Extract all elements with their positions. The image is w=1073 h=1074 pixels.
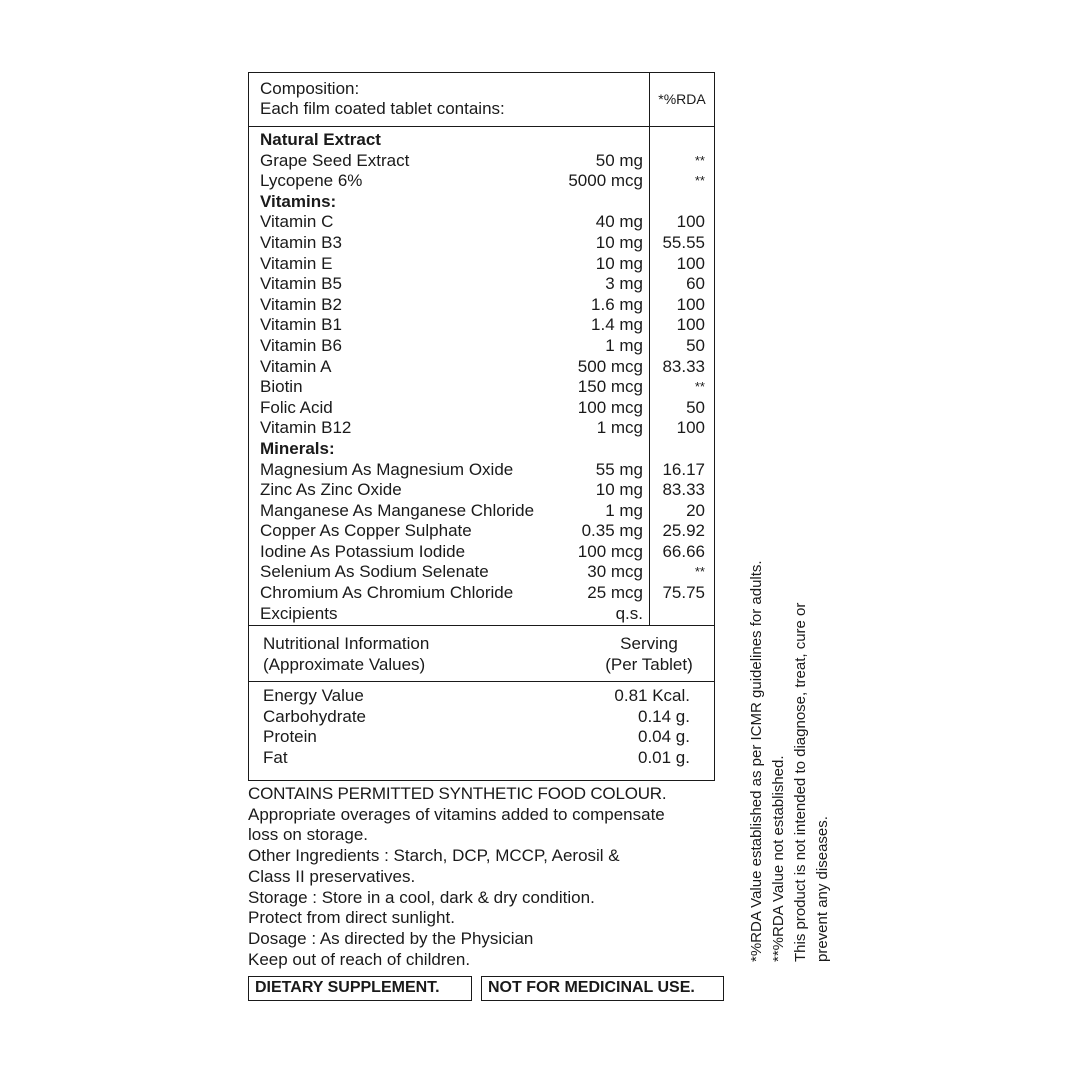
composition-title-line1: Composition: bbox=[260, 79, 360, 98]
section-heading: Minerals: bbox=[260, 438, 335, 458]
ingredient-quantity: 0.35 mg bbox=[581, 521, 643, 541]
ingredient-quantity: 55 mg bbox=[595, 459, 643, 479]
ingredient-quantity: 5000 mcg bbox=[568, 171, 643, 191]
ingredient-rda: 55.55 bbox=[662, 232, 705, 252]
composition-title bbox=[260, 79, 505, 119]
composition-table bbox=[248, 72, 715, 626]
rda-header: *%RDA bbox=[658, 91, 706, 107]
ingredient-quantity: 10 mg bbox=[595, 480, 643, 500]
ingredient-row bbox=[249, 604, 714, 625]
ingredient-row bbox=[249, 562, 714, 583]
ingredient-rda: 50 bbox=[686, 397, 705, 417]
rda-established-note: *%RDA Value established as per ICMR guidelines for adults. bbox=[748, 560, 765, 962]
food-colour-note: CONTAINS PERMITTED SYNTHETIC FOOD COLOUR. bbox=[248, 784, 667, 803]
composition-header bbox=[249, 73, 714, 127]
overages-note-line1: Appropriate overages of vitamins added to compensate bbox=[248, 804, 665, 824]
nutrition-header-right-line2: (Per Tablet) bbox=[605, 655, 693, 674]
section-heading: Natural Extract bbox=[260, 130, 381, 149]
ingredient-quantity: 1.4 mg bbox=[591, 315, 643, 335]
ingredient-rda: ** bbox=[694, 564, 705, 580]
ingredient-name: Vitamin A bbox=[260, 356, 332, 376]
section-heading-row bbox=[249, 192, 714, 213]
ingredient-name: Vitamin B1 bbox=[260, 315, 342, 335]
ingredient-name: Vitamin B5 bbox=[260, 274, 342, 294]
section-heading-row bbox=[249, 130, 714, 151]
nutrition-row bbox=[249, 707, 714, 728]
ingredient-row bbox=[249, 171, 714, 192]
ingredient-name: Biotin bbox=[260, 377, 303, 397]
ingredient-name: Magnesium As Magnesium Oxide bbox=[260, 459, 514, 479]
ingredient-rda: 66.66 bbox=[662, 541, 705, 561]
label-notes bbox=[248, 784, 728, 970]
nutrition-header-right-line1: Serving bbox=[620, 634, 678, 653]
ingredient-name: Lycopene 6% bbox=[260, 171, 363, 191]
composition-title-line2: Each film coated tablet contains: bbox=[260, 99, 505, 118]
ingredient-name: Vitamin E bbox=[260, 253, 333, 273]
overages-note-line2: loss on storage. bbox=[248, 825, 369, 845]
nutrition-header-right bbox=[589, 633, 709, 675]
ingredient-rda: ** bbox=[694, 152, 705, 168]
nutrient-name: Energy Value bbox=[263, 686, 364, 705]
nutrition-header-left bbox=[263, 633, 429, 675]
ingredient-quantity: 10 mg bbox=[595, 253, 643, 273]
ingredient-quantity: 1.6 mg bbox=[591, 294, 643, 314]
ingredient-rda: 16.17 bbox=[662, 459, 705, 479]
nutrition-header-left-line1: Nutritional Information bbox=[263, 634, 430, 653]
dosage-note: Dosage : As directed by the Physician bbox=[248, 928, 534, 948]
rda-not-established-note: **%RDA Value not established. bbox=[770, 755, 787, 962]
ingredient-row bbox=[249, 418, 714, 439]
nutrition-row bbox=[249, 727, 714, 748]
ingredient-row bbox=[249, 480, 714, 501]
ingredient-rda: 100 bbox=[676, 315, 705, 335]
ingredient-name: Selenium As Sodium Selenate bbox=[260, 562, 489, 582]
ingredient-quantity: 500 mcg bbox=[577, 356, 643, 376]
ingredient-quantity: q.s. bbox=[615, 603, 643, 623]
nutrient-value: 0.81 Kcal. bbox=[614, 686, 690, 705]
ingredient-row bbox=[249, 151, 714, 172]
disclaimer-line2: prevent any diseases. bbox=[814, 816, 831, 962]
disclaimer-line1: This product is not intended to diagnose, treat, cure or bbox=[792, 602, 809, 962]
ingredient-row bbox=[249, 583, 714, 604]
ingredient-row bbox=[249, 254, 714, 275]
ingredient-rda: 83.33 bbox=[662, 356, 705, 376]
ingredients-note-line1: Other Ingredients : Starch, DCP, MCCP, Aerosil & bbox=[248, 846, 620, 866]
children-note: Keep out of reach of children. bbox=[248, 949, 471, 969]
ingredient-row bbox=[249, 542, 714, 563]
ingredient-row bbox=[249, 377, 714, 398]
nutrition-rows bbox=[249, 686, 714, 768]
ingredient-row bbox=[249, 521, 714, 542]
ingredient-row bbox=[249, 233, 714, 254]
nutrient-name: Protein bbox=[263, 727, 317, 747]
ingredient-rda: 100 bbox=[676, 212, 705, 232]
ingredient-name: Vitamin B3 bbox=[260, 232, 342, 252]
ingredient-rda: 25.92 bbox=[662, 521, 705, 541]
nutrient-value: 0.01 g. bbox=[638, 747, 690, 767]
section-heading: Vitamins: bbox=[260, 191, 337, 211]
ingredient-name: Zinc As Zinc Oxide bbox=[260, 480, 402, 500]
ingredient-quantity: 30 mcg bbox=[587, 562, 643, 582]
ingredient-rda: 100 bbox=[676, 418, 705, 438]
ingredient-row bbox=[249, 212, 714, 233]
ingredient-row bbox=[249, 501, 714, 522]
ingredient-row bbox=[249, 460, 714, 481]
ingredient-quantity: 1 mg bbox=[605, 335, 643, 355]
side-notes bbox=[746, 492, 834, 962]
ingredient-name: Iodine As Potassium Iodide bbox=[260, 541, 466, 561]
ingredients-note-line2: Class II preservatives. bbox=[248, 866, 416, 886]
ingredient-name: Chromium As Chromium Chloride bbox=[260, 583, 514, 603]
nutrient-name: Fat bbox=[263, 747, 288, 767]
ingredient-quantity: 25 mcg bbox=[587, 583, 643, 603]
dietary-supplement-badge: DIETARY SUPPLEMENT. bbox=[248, 976, 472, 1001]
nutrition-header-left-line2: (Approximate Values) bbox=[263, 655, 426, 674]
sunlight-note: Protect from direct sunlight. bbox=[248, 908, 455, 928]
ingredient-rda: 20 bbox=[686, 500, 705, 520]
ingredient-quantity: 100 mcg bbox=[577, 541, 643, 561]
ingredient-rda: ** bbox=[694, 379, 705, 395]
ingredient-quantity: 3 mg bbox=[605, 274, 643, 294]
ingredient-row bbox=[249, 274, 714, 295]
ingredient-name: Copper As Copper Sulphate bbox=[260, 521, 472, 541]
ingredient-rda: 75.75 bbox=[662, 583, 705, 603]
nutrition-table bbox=[248, 626, 715, 781]
ingredient-quantity: 1 mg bbox=[605, 500, 643, 520]
ingredient-name: Vitamin C bbox=[260, 212, 334, 232]
nutrient-value: 0.14 g. bbox=[638, 706, 690, 726]
ingredient-name: Folic Acid bbox=[260, 397, 333, 417]
ingredient-name: Excipients bbox=[260, 603, 338, 623]
not-medicinal-badge: NOT FOR MEDICINAL USE. bbox=[481, 976, 724, 1001]
nutrition-row bbox=[249, 748, 714, 769]
nutrient-value: 0.04 g. bbox=[638, 727, 690, 747]
ingredient-row bbox=[249, 357, 714, 378]
ingredient-row bbox=[249, 295, 714, 316]
ingredient-row bbox=[249, 315, 714, 336]
ingredient-quantity: 50 mg bbox=[595, 150, 643, 170]
ingredient-quantity: 10 mg bbox=[595, 232, 643, 252]
ingredient-quantity: 1 mcg bbox=[596, 418, 643, 438]
ingredient-name: Grape Seed Extract bbox=[260, 150, 410, 170]
ingredient-rda: 100 bbox=[676, 294, 705, 314]
ingredient-rda: 83.33 bbox=[662, 480, 705, 500]
ingredient-rda: ** bbox=[694, 173, 705, 189]
nutrition-row bbox=[249, 686, 714, 707]
ingredient-row bbox=[249, 336, 714, 357]
nutrient-name: Carbohydrate bbox=[263, 706, 367, 726]
ingredient-quantity: 40 mg bbox=[595, 212, 643, 232]
composition-rows bbox=[249, 130, 714, 624]
storage-note: Storage : Store in a cool, dark & dry condition. bbox=[248, 887, 595, 907]
ingredient-name: Vitamin B2 bbox=[260, 294, 342, 314]
ingredient-name: Vitamin B12 bbox=[260, 418, 352, 438]
ingredient-rda: 60 bbox=[686, 274, 705, 294]
section-heading-row bbox=[249, 439, 714, 460]
ingredient-name: Manganese As Manganese Chloride bbox=[260, 500, 535, 520]
ingredient-rda: 50 bbox=[686, 335, 705, 355]
ingredient-rda: 100 bbox=[676, 253, 705, 273]
ingredient-quantity: 150 mcg bbox=[577, 377, 643, 397]
ingredient-row bbox=[249, 398, 714, 419]
nutrition-header bbox=[249, 626, 714, 682]
ingredient-quantity: 100 mcg bbox=[577, 397, 643, 417]
ingredient-name: Vitamin B6 bbox=[260, 335, 342, 355]
